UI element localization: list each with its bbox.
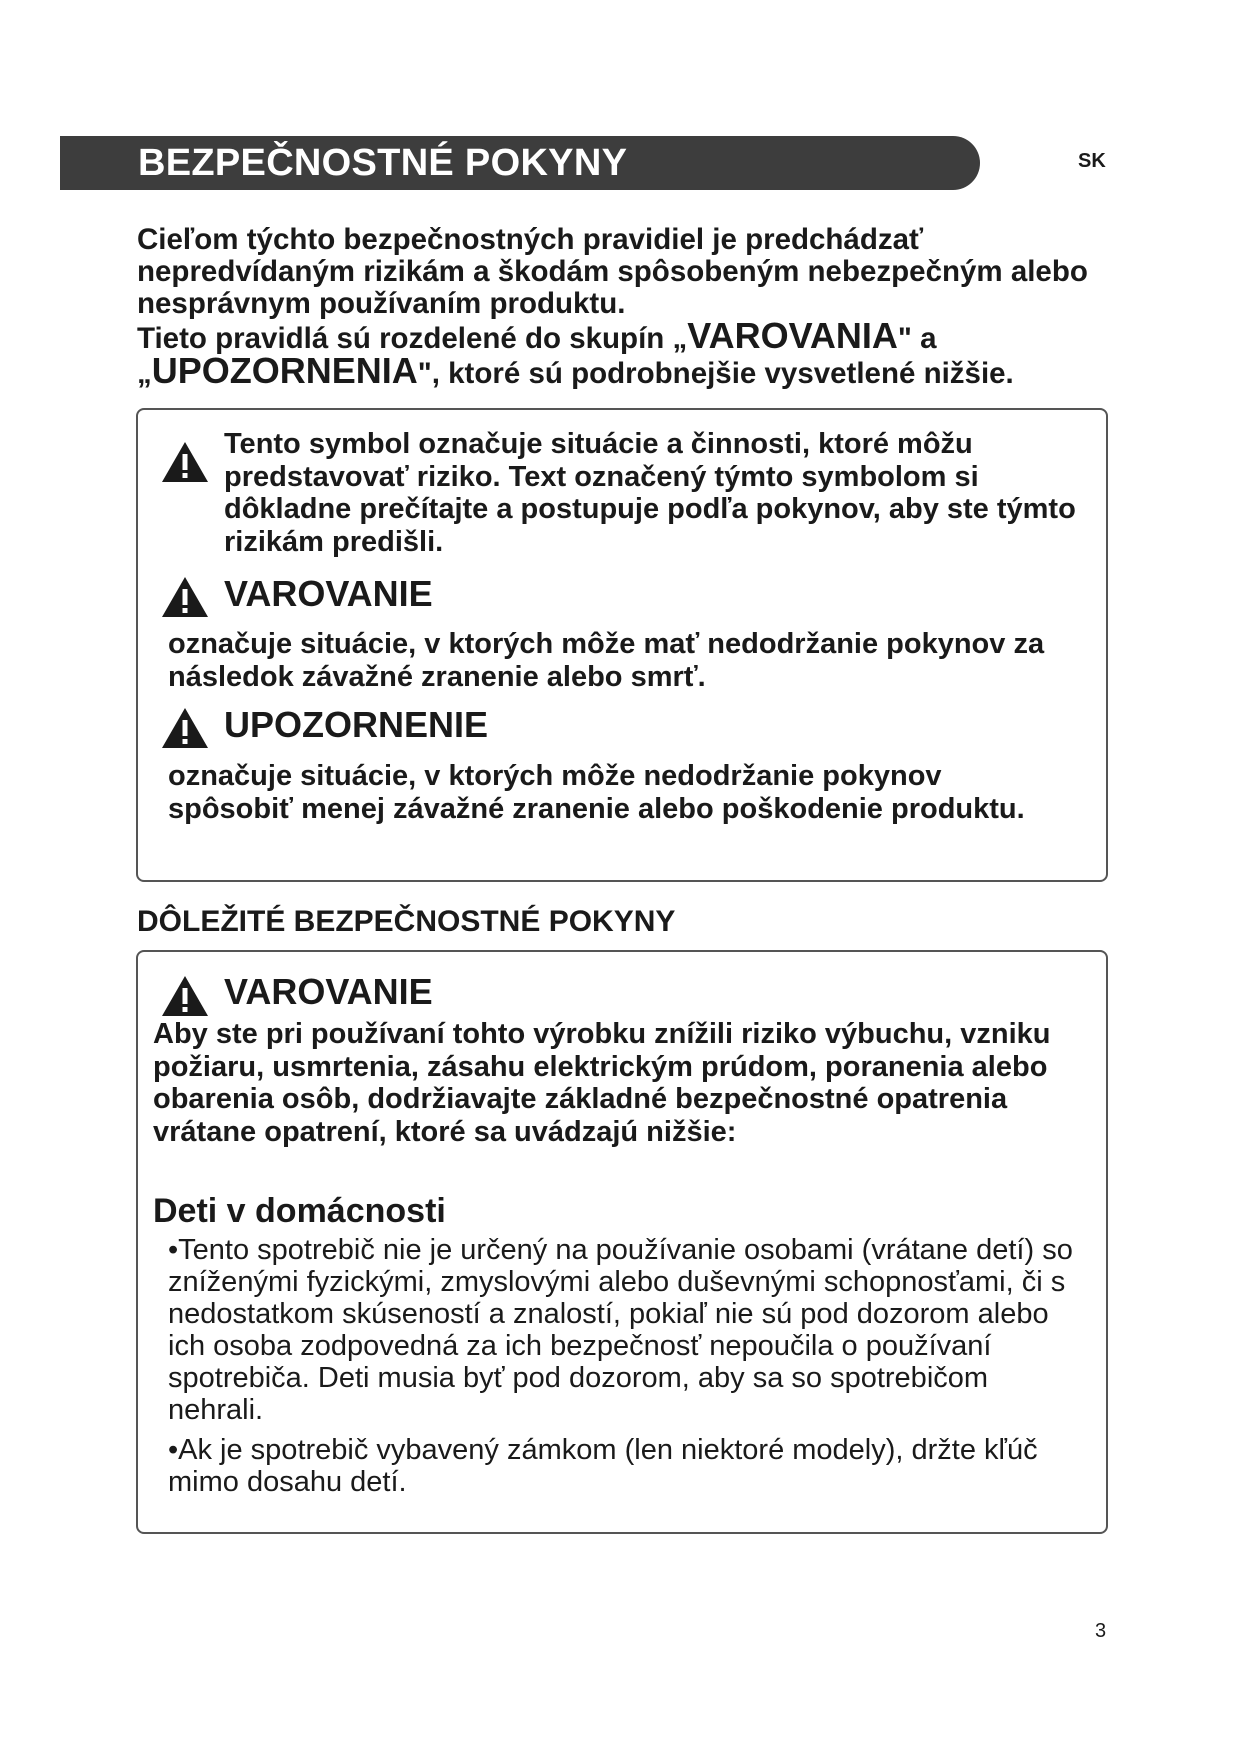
important-safety-title: DÔLEŽITÉ BEZPEČNOSTNÉ POKYNY bbox=[137, 905, 676, 938]
warning-description: označuje situácie, v ktorých môže mať nedodržanie pokynov za následok závažné zranenie alebo smrť. bbox=[168, 628, 1045, 693]
warning-triangle-icon bbox=[160, 440, 210, 484]
symbol-explanation: Tento symbol označuje situácie a činnosti, ktoré môžu predstavovať riziko. Text označený týmto symbolom si dôkladne prečítajte a postupuje podľa pokynov, aby ste týmto rizikám predišli. bbox=[224, 428, 1076, 558]
intro-paragraph-2 bbox=[137, 315, 1097, 391]
header-bar bbox=[60, 136, 980, 190]
warning-triangle-icon bbox=[160, 974, 210, 1018]
page-number: 3 bbox=[1095, 1620, 1107, 1642]
caution-triangle-icon bbox=[160, 706, 210, 750]
bullet-item: •Tento spotrebič nie je určený na používanie osobami (vrátane detí) so zníženými fyzickými, zmyslovými alebo duševnými schopnosťami, či s nedostatkom skúseností a znalostí, pokiaľ nie sú pod dozorom alebo ich osoba zodpovedná za ich bezpečnosť nepoučila o používaní spotrebiča. Deti musia byť pod dozorom, aby sa so spotrebičom nehrali. bbox=[168, 1234, 1073, 1426]
caution-description: označuje situácie, v ktorých môže nedodržanie pokynov spôsobiť menej závažné zranenie alebo poškodenie produktu. bbox=[168, 760, 1025, 825]
intro-text-part: Tieto pravidlá sú rozdelené do skupín „ bbox=[137, 322, 688, 355]
intro-text-part: ", ktoré sú podrobnejšie vysvetlené nižšie. bbox=[417, 357, 1014, 390]
intro-term-cautions: UPOZORNENIA bbox=[151, 350, 418, 391]
symbols-explanation-box bbox=[136, 408, 1108, 882]
language-code: SK bbox=[1078, 150, 1106, 172]
important-warning-box bbox=[136, 950, 1108, 1534]
intro-paragraph-1: Cieľom týchto bezpečnostných pravidiel je predchádzať nepredvídaným rizikám a škodám spôsobeným nebezpečným alebo nesprávnym používaním produktu. bbox=[137, 223, 1088, 320]
warning-heading: VAROVANIE bbox=[224, 971, 433, 1012]
page-title: BEZPEČNOSTNÉ POKYNY bbox=[138, 142, 628, 184]
warning-triangle-icon bbox=[160, 575, 210, 619]
intro-term-warnings: VAROVANIA bbox=[687, 315, 898, 356]
intro-text bbox=[137, 224, 1097, 390]
intro-text-part: " a „ bbox=[137, 322, 937, 390]
caution-heading: UPOZORNENIE bbox=[224, 704, 489, 745]
warning-heading: VAROVANIE bbox=[224, 573, 433, 614]
children-subheading: Deti v domácnosti bbox=[153, 1192, 446, 1230]
warning-text: Aby ste pri používaní tohto výrobku znížili riziko výbuchu, vzniku požiaru, usmrtenia, zásahu elektrickým prúdom, poranenia alebo obarenia osôb, dodržiavajte základné bezpečnostné opatrenia vrátane opatrení, ktoré sa uvádzajú nižšie: bbox=[153, 1018, 1051, 1148]
bullet-item: •Ak je spotrebič vybavený zámkom (len niektoré modely), držte kľúč mimo dosahu detí. bbox=[168, 1434, 1038, 1498]
